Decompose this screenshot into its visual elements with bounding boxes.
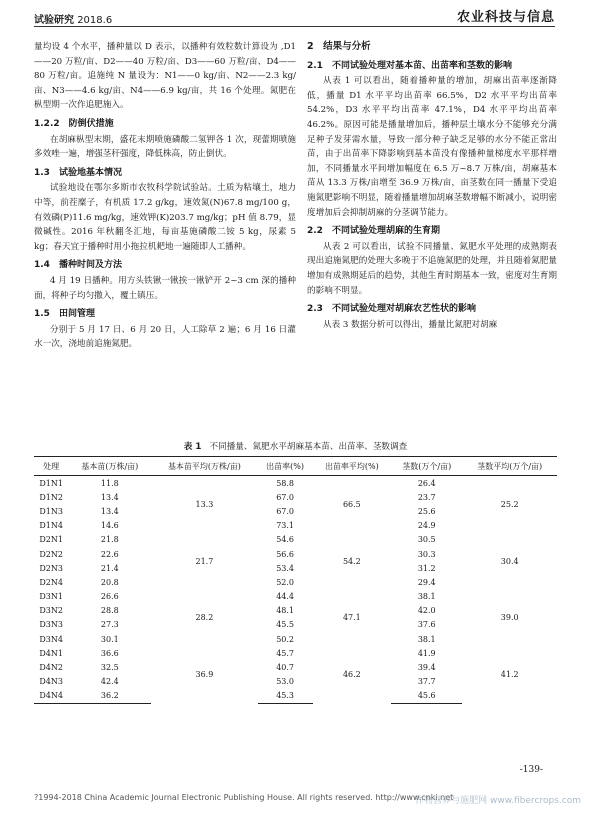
cell-stems: 25.6 (417, 506, 436, 516)
col-header: 基本苗平均(万株/亩) (151, 457, 257, 476)
table-row (34, 533, 557, 547)
cell-seedlings: 21.8 (100, 535, 119, 545)
cell-emergence: 50.2 (276, 634, 294, 644)
cell-stems: 37.6 (417, 620, 436, 630)
cell-stems: 30.3 (417, 549, 436, 559)
table-row (34, 646, 557, 660)
heading-1-2-2: 1.2.2 防倒伏措施 (34, 118, 114, 129)
cell-seedlings: 22.6 (100, 549, 119, 559)
cell-seedlings: 26.6 (100, 592, 119, 602)
cell-treatment: D2N4 (39, 577, 63, 587)
cell-emergence: 44.4 (276, 592, 294, 602)
paragraph-results-2-3: 从表 3 数据分析可以得出，播量比氮肥对胡麻 (323, 319, 498, 330)
cell-treatment: D3N2 (39, 606, 63, 616)
col-header: 出苗率平均(%) (313, 457, 391, 476)
cell-stems: 38.1 (417, 592, 436, 602)
heading-2-3: 2.3 不同试验处理对胡麻农艺性状的影响 (307, 304, 476, 315)
cell-seedlings-avg: 21.7 (195, 556, 214, 566)
cell-seedlings: 13.4 (100, 492, 119, 502)
heading-1-4: 1.4 播种时间及方法 (34, 260, 122, 271)
left-column (34, 40, 296, 352)
heading-2-1: 2.1 不同试验处理对基本苗、出苗率和茎数的影响 (307, 60, 512, 71)
paragraph-results-2-2: 从表 2 可以看出，试验不同播量、氮肥水平处理的成熟期表现出追施氮肥的处理大多晚于不追施氮肥的处理，并且随着氮肥量增加有成熟期延后的趋势，其他生育时期基本一致，密度对生育期的影响不明显。 (307, 241, 557, 296)
cell-seedlings: 14.6 (100, 521, 119, 531)
data-table (34, 456, 557, 704)
cell-seedlings: 28.8 (100, 606, 119, 616)
cell-treatment: D1N2 (39, 492, 63, 502)
right-column (307, 40, 557, 332)
table-caption: 表 1 不同播量、氮肥水平胡麻基本苗、出苗率、茎数调查 (183, 442, 408, 452)
cell-emergence: 67.0 (276, 506, 294, 516)
col-header: 茎数平均(万个/亩) (462, 457, 557, 476)
site-watermark: 作物营养与施肥网 www.fibercrops.com (415, 796, 581, 806)
cell-seedlings: 13.4 (100, 506, 119, 516)
cell-seedlings: 36.6 (100, 648, 119, 658)
cell-stems: 41.9 (417, 648, 436, 658)
cell-stems: 23.7 (417, 492, 436, 502)
cell-emergence-avg: 47.1 (342, 613, 361, 623)
paragraph-lodging: 在胡麻枞型末期，盛花末期喷施磷酸二氢钾各 1 次，现蕾期喷施多效唑一遍，增强茎秆强度，降低株高，防止倒伏。 (34, 134, 296, 160)
cell-treatment: D1N4 (39, 521, 63, 531)
cell-stems: 45.6 (391, 689, 462, 704)
cell-treatment: D2N1 (39, 535, 63, 545)
cell-treatment: D1N3 (39, 506, 63, 516)
cell-seedlings: 20.8 (100, 577, 119, 587)
cell-seedlings: 11.8 (100, 478, 119, 488)
col-header: 基本苗(万株/亩) (68, 457, 151, 476)
cell-seedlings: 21.4 (100, 563, 119, 573)
cell-treatment: D4N2 (39, 663, 63, 673)
cell-emergence: 53.4 (276, 563, 294, 573)
cell-emergence: 54.6 (276, 535, 294, 545)
cell-stems: 37.7 (417, 677, 436, 687)
cell-seedlings: 42.4 (100, 677, 119, 687)
cell-treatment: D2N2 (39, 549, 63, 559)
cell-stems-avg: 25.2 (500, 499, 519, 509)
cell-stems-avg: 30.4 (500, 556, 519, 566)
cell-seedlings: 27.3 (100, 620, 119, 630)
header-rule (34, 26, 555, 27)
cell-stems-avg: 39.0 (500, 613, 519, 623)
table-header-row (34, 457, 557, 476)
paragraph-design: 量均设 4 个水平，播种量以 D 表示，以播种有效粒数计算设为 ,D1——20 万粒/亩、D2——40 万粒/亩、D3——60 万粒/亩、D4——80 万粒/亩。追施纯 N 量设为：N1——0 kg/亩、N2——2.3 kg/亩、N3——4.6 kg/亩、N4——6.9 kg/亩，共 16 个处理。氮肥在枞型期一次作追肥施入。 (34, 42, 296, 111)
cell-emergence: 45.5 (276, 620, 294, 630)
heading-1-3: 1.3 试验地基本情况 (34, 167, 122, 178)
cell-emergence: 53.0 (276, 677, 294, 687)
cell-treatment: D4N1 (39, 648, 63, 658)
cell-seedlings-avg: 13.3 (195, 499, 214, 509)
cell-stems: 42.0 (417, 606, 436, 616)
cell-seedlings: 32.5 (100, 663, 119, 673)
cell-emergence: 45.7 (276, 648, 294, 658)
paragraph-sowing: 4 月 19 日播种。用方头铁锹一锹挨一锹铲开 2~3 cm 深的播种面，将种子均匀撒入，覆土镇压。 (34, 275, 296, 301)
col-header: 出苗率(%) (258, 457, 313, 476)
col-header: 茎数(万个/亩) (391, 457, 462, 476)
cell-stems: 39.4 (417, 663, 436, 673)
cell-emergence-avg: 54.2 (342, 556, 361, 566)
copyright-line: ?1994-2018 China Academic Journal Electronic Publishing House. All rights reserved. http://www.cnki.net (34, 793, 454, 802)
cell-stems: 30.5 (417, 535, 436, 545)
cell-treatment: D1N1 (39, 478, 63, 488)
cell-seedlings-avg: 28.2 (195, 613, 214, 623)
heading-1-5: 1.5 田间管理 (34, 309, 95, 320)
paragraph-results-2-1: 从表 1 可以看出，随着播种量的增加，胡麻出苗率逐渐降低，播量 D1 水平平均出苗率 66.5%，D2 水平平均出苗率 54.2%，D3 水平平均出苗率 47.1%，D4 水平平均出苗率 46.2%。原因可能是播量增加后，播种层土壤水分不能够充分满足种子发芽需水量，导致一部分种子缺乏足够的水分不能正常出苗，由于出苗率下降影响到基本苗没有像播种量梯度水平那样增加，不同播量水平间增加幅度在 6.5 万~8.7 万株/亩，胡麻基本苗从 13.3 万株/亩增至 36.9 万株/亩，亩茎数在同一播量下受追施氮肥影响不明显，随着播量增加胡麻茎数增幅不断减小，说明密度增加后会抑制胡麻的分茎调节能力。 (307, 76, 557, 218)
cell-stems: 38.1 (417, 634, 436, 644)
paragraph-site: 试验地设在鄂尔多斯市农牧科学院试验站。土质为粘壤土，地力中等，前茬糜子，有机质 17.2 g/kg，速效氮(N)67.8 mg/100 g，有效磷(P)11.6 mg/kg，速效钾(K)203.7 mg/kg；pH 值 8.79，显微碱性。2016 年秋翻冬汇地，每亩基施磷酸二铵 5 kg，尿素 5 kg；春天宜于播种时用小拖拉机耙地一遍随即人工播种。 (34, 183, 296, 252)
cell-treatment: D3N4 (39, 634, 63, 644)
cell-seedlings: 30.1 (100, 634, 119, 644)
cell-emergence: 73.1 (276, 521, 294, 531)
cell-treatment: D3N1 (39, 592, 63, 602)
cell-emergence: 56.6 (276, 549, 294, 559)
cell-emergence: 40.7 (276, 663, 294, 673)
table-row (34, 590, 557, 604)
col-header: 处理 (34, 457, 68, 476)
cell-stems: 31.2 (417, 563, 436, 573)
cell-treatment: D4N4 (34, 689, 68, 704)
cell-emergence-avg: 66.5 (342, 499, 361, 509)
heading-2-2: 2.2 不同试验处理胡麻的生育期 (307, 226, 440, 237)
heading-2: 2 结果与分析 (307, 41, 371, 52)
page-number: -139- (519, 765, 543, 775)
cell-treatment: D4N3 (39, 677, 63, 687)
running-header-section: 试验研究 2018.6 (34, 15, 113, 26)
cell-emergence-avg: 46.2 (342, 670, 361, 680)
cell-stems: 29.4 (417, 577, 436, 587)
cell-stems: 24.9 (417, 521, 436, 531)
cell-emergence: 48.1 (276, 606, 294, 616)
cell-seedlings: 36.2 (68, 689, 151, 704)
cell-treatment: D2N3 (39, 563, 63, 573)
paragraph-management: 分别于 5 月 17 日、6 月 20 日，人工除草 2 遍；6 月 16 日灌水一次，浇地前追施氮肥。 (34, 324, 296, 350)
table-row (34, 476, 557, 491)
cell-stems-avg: 41.2 (500, 670, 519, 680)
journal-logo: 农业科技与信息 (456, 10, 555, 25)
cell-stems: 26.4 (417, 478, 436, 488)
cell-treatment: D3N3 (39, 620, 63, 630)
cell-emergence: 52.0 (276, 577, 294, 587)
cell-emergence: 67.0 (276, 492, 294, 502)
cell-emergence: 45.3 (258, 689, 313, 704)
cell-emergence: 58.8 (276, 478, 294, 488)
cell-seedlings-avg: 36.9 (195, 670, 214, 680)
